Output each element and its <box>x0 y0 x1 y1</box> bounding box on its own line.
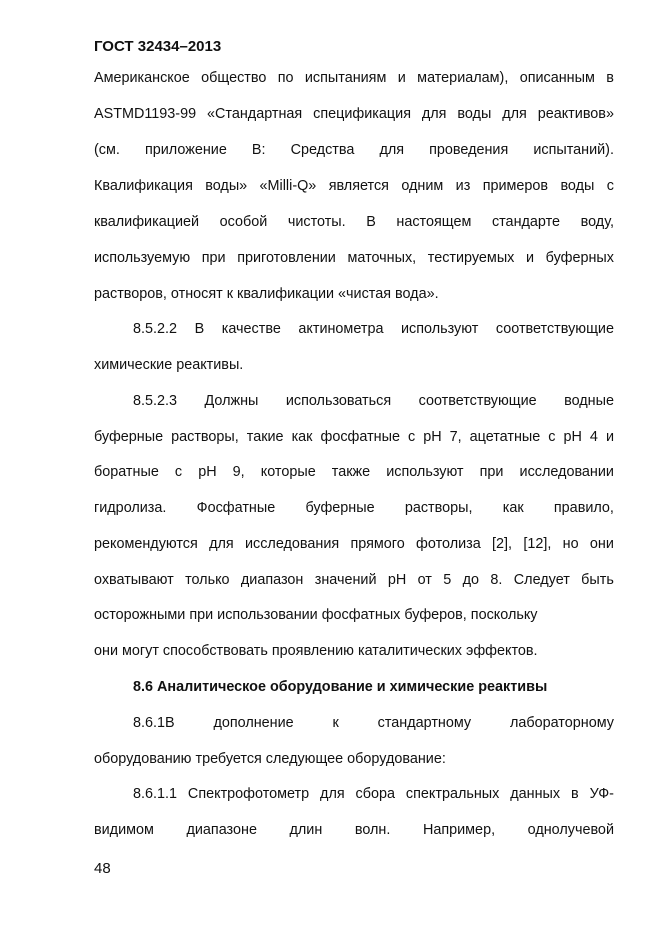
word: с <box>606 178 614 194</box>
word: чистоты. <box>287 214 346 230</box>
text-line <box>94 104 614 124</box>
word: в <box>606 70 614 86</box>
word: до <box>462 572 480 588</box>
word: ASTMD1193-99 <box>94 106 197 122</box>
word: используемую <box>94 250 191 266</box>
word: с <box>407 429 416 445</box>
word: фотолиза <box>416 536 481 552</box>
text-line: химические реактивы. <box>94 357 244 373</box>
word: значений <box>314 572 377 588</box>
word: диапазон <box>240 572 304 588</box>
word: с <box>548 429 556 445</box>
word: буферные <box>305 500 375 516</box>
word: используют <box>386 464 464 480</box>
word: 8. <box>490 572 503 588</box>
word: 8.6.1В <box>133 715 175 731</box>
word: буферные <box>94 429 164 445</box>
text-line <box>94 140 614 160</box>
word: буферных <box>545 250 614 266</box>
word: проведения <box>429 142 509 158</box>
word: стандарте <box>491 214 561 230</box>
text-line <box>133 391 614 411</box>
word: соответствующие <box>418 393 537 409</box>
word: используют <box>401 321 479 337</box>
text-line <box>94 427 614 447</box>
word: по <box>277 70 294 86</box>
word: также <box>331 464 371 480</box>
word: квалификацией <box>94 214 200 230</box>
text-line <box>133 784 614 804</box>
word: 4 <box>589 429 598 445</box>
text-line: осторожными при использовании фосфатных буферов, поскольку <box>94 607 538 623</box>
word: примеров <box>482 178 549 194</box>
text-line <box>133 319 614 339</box>
word: Следует <box>513 572 570 588</box>
word: [2], <box>492 536 513 552</box>
word: они <box>589 536 614 552</box>
word: боратные <box>94 464 159 480</box>
word: и <box>526 250 535 266</box>
section-heading: 8.6 Аналитическое оборудование и химические реактивы <box>133 679 548 695</box>
word: дополнение <box>213 715 294 731</box>
word: воды <box>457 106 492 122</box>
word: фосфатные <box>320 429 400 445</box>
word: прямого <box>350 536 405 552</box>
word: «Стандартная <box>207 106 303 122</box>
word: при <box>479 464 504 480</box>
word: тестируемых <box>427 250 515 266</box>
word: «Milli-Q» <box>259 178 317 194</box>
text-line <box>94 498 614 518</box>
word: Например, <box>422 822 496 838</box>
word: общество <box>201 70 267 86</box>
word: актинометра <box>298 321 384 337</box>
word: длин <box>289 822 323 838</box>
word: испытаний). <box>533 142 614 158</box>
word: охватывают <box>94 572 174 588</box>
word: волн. <box>354 822 391 838</box>
word: для <box>209 536 234 552</box>
word: для <box>502 106 527 122</box>
word: В: <box>251 142 266 158</box>
word: описанным <box>519 70 595 86</box>
word: настоящем <box>396 214 472 230</box>
word: данных <box>510 786 561 802</box>
word: является <box>328 178 389 194</box>
word: такие <box>246 429 284 445</box>
word: гидролиза. <box>94 500 167 516</box>
word: реактивов» <box>537 106 614 122</box>
word: рекомендуются <box>94 536 198 552</box>
word: 5 <box>443 572 452 588</box>
text-line <box>94 68 614 88</box>
text-line <box>94 212 614 232</box>
word: из <box>455 178 471 194</box>
word: pH <box>563 429 582 445</box>
word: быть <box>581 572 614 588</box>
word: видимом <box>94 822 154 838</box>
word: и <box>397 70 406 86</box>
word: как <box>502 500 524 516</box>
word: соответствующие <box>495 321 614 337</box>
word: водные <box>564 393 614 409</box>
word: pH <box>198 464 217 480</box>
text-line <box>94 248 614 268</box>
text-line: оборудованию требуется следующее оборудование: <box>94 751 446 767</box>
text-line <box>94 462 614 482</box>
word: но <box>562 536 579 552</box>
word: растворы, <box>171 429 239 445</box>
word: с <box>174 464 183 480</box>
word: 7, <box>449 429 462 445</box>
word: материалам), <box>417 70 509 86</box>
word: однолучевой <box>527 822 614 838</box>
document-header: ГОСТ 32434–2013 <box>94 38 222 55</box>
word: В <box>194 321 205 337</box>
page-number: 48 <box>94 860 111 877</box>
word: к <box>332 715 339 731</box>
word: особой <box>219 214 268 230</box>
text-line: они могут способствовать проявлению каталитических эффектов. <box>94 643 538 659</box>
word: диапазоне <box>186 822 257 838</box>
word: которые <box>260 464 316 480</box>
word: одним <box>401 178 444 194</box>
text-line <box>94 570 614 590</box>
word: для <box>379 142 405 158</box>
word: при <box>201 250 226 266</box>
word: качестве <box>221 321 281 337</box>
text-line: растворов, относят к квалификации «чистая вода». <box>94 286 439 302</box>
word: воды» <box>205 178 248 194</box>
word: использоваться <box>285 393 392 409</box>
word: как <box>291 429 313 445</box>
word: спецификация <box>313 106 411 122</box>
word: Спектрофотометр <box>187 786 310 802</box>
word: исследования <box>245 536 340 552</box>
word: ацетатные <box>469 429 541 445</box>
word: 9, <box>232 464 245 480</box>
word: от <box>417 572 432 588</box>
word: маточных, <box>347 250 417 266</box>
word: воду, <box>580 214 614 230</box>
word: 8.6.1.1 <box>133 786 178 802</box>
word: (см. <box>94 142 120 158</box>
word: УФ- <box>589 786 614 802</box>
text-line <box>94 820 614 840</box>
word: воды <box>560 178 595 194</box>
word: Должны <box>204 393 259 409</box>
word: в <box>571 786 579 802</box>
text-line <box>94 534 614 554</box>
word: Средства <box>290 142 355 158</box>
word: Квалификация <box>94 178 193 194</box>
word: для <box>421 106 447 122</box>
word: 8.5.2.3 <box>133 393 178 409</box>
word: правило, <box>553 500 614 516</box>
word: исследовании <box>519 464 614 480</box>
word: Фосфатные <box>196 500 276 516</box>
word: для <box>320 786 345 802</box>
word: и <box>605 429 614 445</box>
word: приготовлении <box>237 250 336 266</box>
word: 8.5.2.2 <box>133 321 178 337</box>
word: лабораторному <box>509 715 614 731</box>
word: только <box>185 572 230 588</box>
word: растворы, <box>404 500 473 516</box>
word: Американское <box>94 70 190 86</box>
word: [12], <box>523 536 552 552</box>
word: спектральных <box>405 786 500 802</box>
word: приложение <box>144 142 227 158</box>
word: pH <box>387 572 407 588</box>
word: pH <box>423 429 442 445</box>
word: сбора <box>355 786 395 802</box>
word: испытаниям <box>304 70 387 86</box>
text-line <box>94 176 614 196</box>
text-line <box>133 713 614 733</box>
word: стандартному <box>377 715 472 731</box>
word: В <box>366 214 376 230</box>
